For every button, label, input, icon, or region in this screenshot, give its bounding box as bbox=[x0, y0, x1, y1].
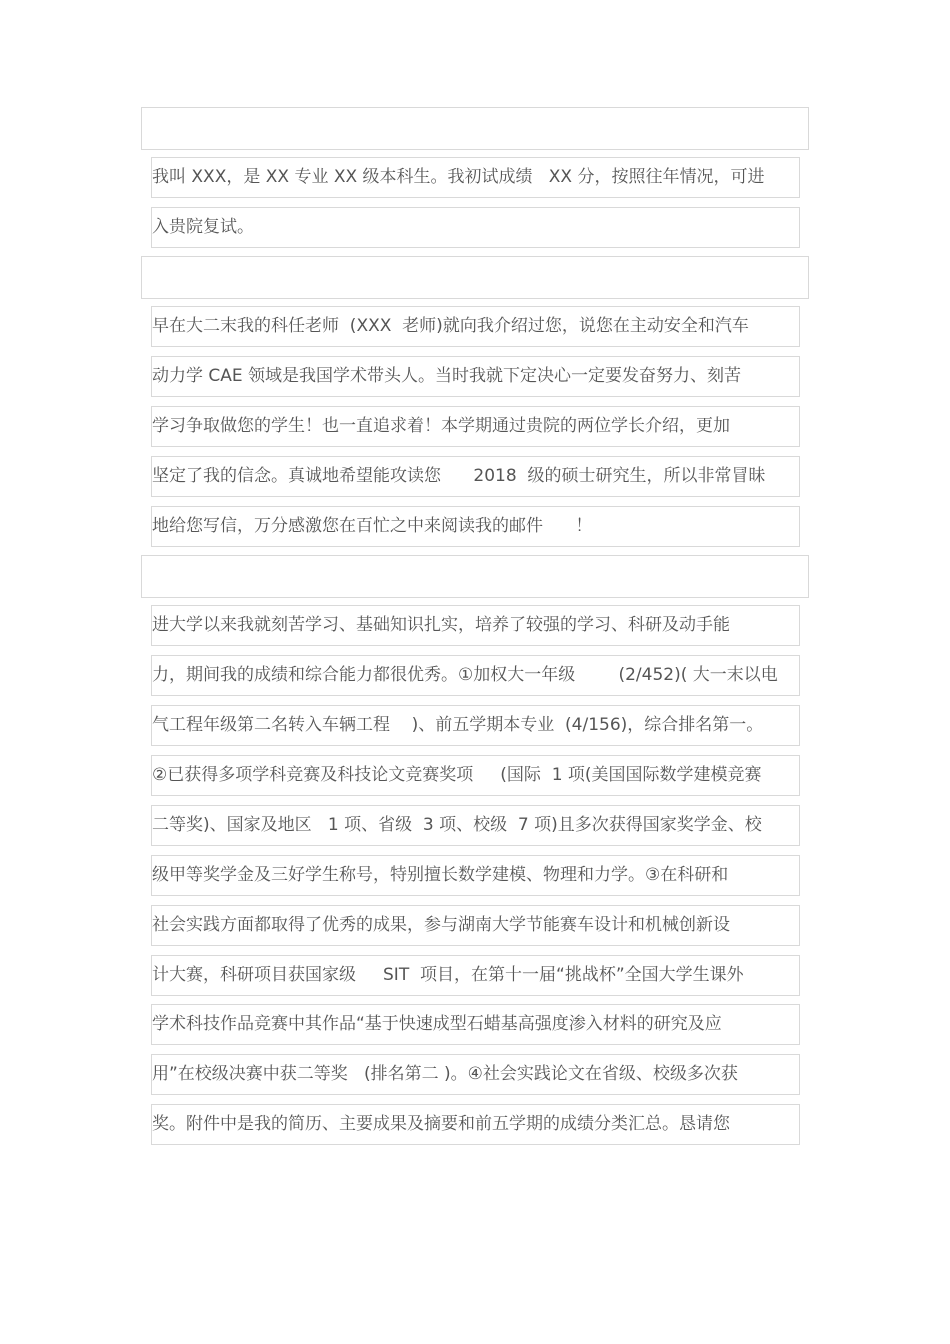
paragraph-separator-1 bbox=[141, 107, 809, 150]
line-text: 用”在校级决赛中获二等奖 (排名第二 )。④社会实践论文在省级、校级多次获 bbox=[152, 1064, 738, 1084]
line-text: 学习争取做您的学生！也一直追求着！本学期通过贵院的两位学长介绍，更加 bbox=[152, 416, 730, 436]
line-text: 进大学以来我就刻苦学习、基础知识扎实，培养了较强的学习、科研及动手能 bbox=[152, 615, 730, 635]
line-text: 级甲等奖学金及三好学生称号，特别擅长数学建模、物理和力学。③在科研和 bbox=[152, 865, 729, 885]
line-text: 计大赛，科研项目获国家级 SIT 项目，在第十一届“挑战杯”全国大学生课外 bbox=[152, 965, 744, 985]
paragraph-separator-2 bbox=[141, 256, 809, 299]
line-text: 二等奖)、国家及地区 1 项、省级 3 项、校级 7 项)且多次获得国家奖学金、校 bbox=[152, 815, 762, 835]
line-text: 坚定了我的信念。真诚地希望能攻读您 2018 级的硕士研究生，所以非常冒昧 bbox=[152, 466, 766, 486]
line-text: 我叫 XXX，是 XX 专业 XX 级本科生。我初试成绩 XX 分，按照往年情况，可进 bbox=[152, 167, 765, 187]
text-line bbox=[151, 855, 800, 896]
line-text: 入贵院复试。 bbox=[152, 217, 254, 237]
paragraph-separator-3 bbox=[141, 555, 809, 598]
line-text: 早在大二末我的科任老师 (XXX 老师)就向我介绍过您，说您在主动安全和汽车 bbox=[152, 316, 749, 336]
text-line bbox=[151, 406, 800, 447]
line-text: 地给您写信，万分感激您在百忙之中来阅读我的邮件 ！ bbox=[152, 516, 593, 536]
text-line bbox=[151, 456, 800, 497]
line-text: 社会实践方面都取得了优秀的成果，参与湖南大学节能赛车设计和机械创新设 bbox=[152, 915, 730, 935]
text-line bbox=[151, 955, 800, 996]
text-line bbox=[151, 506, 800, 547]
line-text: 学术科技作品竞赛中其作品“基于快速成型石蜡基高强度渗入材料的研究及应 bbox=[152, 1014, 722, 1034]
text-line bbox=[151, 605, 800, 646]
text-line bbox=[151, 1054, 800, 1095]
text-line bbox=[151, 306, 800, 347]
text-line bbox=[151, 207, 800, 248]
text-line bbox=[151, 1104, 800, 1145]
line-text: 力，期间我的成绩和综合能力都很优秀。①加权大一年级 (2/452)( 大一末以电 bbox=[152, 665, 778, 685]
text-line bbox=[151, 905, 800, 946]
line-text: ②已获得多项学科竞赛及科技论文竞赛奖项 (国际 1 项(美国国际数学建模竞赛 bbox=[152, 765, 762, 785]
text-line bbox=[151, 755, 800, 796]
text-line bbox=[151, 356, 800, 397]
line-text: 奖。附件中是我的简历、主要成果及摘要和前五学期的成绩分类汇总。恳请您 bbox=[152, 1114, 730, 1134]
text-line bbox=[151, 655, 800, 696]
line-text: 动力学 CAE 领域是我国学术带头人。当时我就下定决心一定要发奋努力、刻苦 bbox=[152, 366, 742, 386]
text-line bbox=[151, 157, 800, 198]
line-text: 气工程年级第二名转入车辆工程 )、前五学期本专业 (4/156)，综合排名第一。 bbox=[152, 715, 764, 735]
text-line bbox=[151, 805, 800, 846]
text-line bbox=[151, 1004, 800, 1045]
text-line bbox=[151, 705, 800, 746]
